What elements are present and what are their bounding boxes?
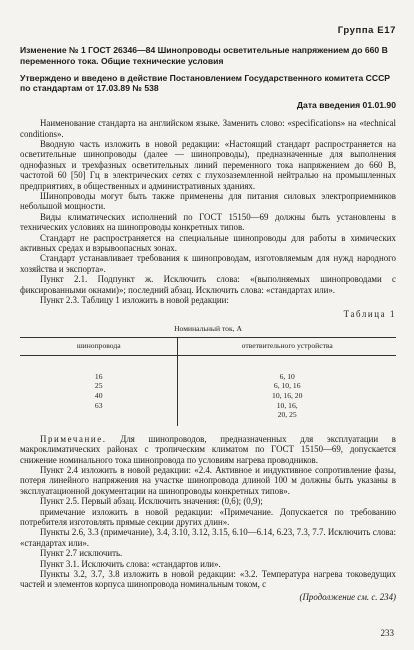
paragraph: Пункт 2.4 изложить в новой редакции: «2.4. Активное и индуктивное сопротивление фазы, потеря линейного напряжения на участке шинопровода длиной 100 м должны быть указаны в эксплуатационной документации на шинопроводы конкретных типов».	[20, 464, 396, 496]
paragraph: Пункт 2.1. Подпункт ж. Исключить слова: «(выполняемых шинопроводами с фиксированными окнами)»; последний абзац. Исключить слова: «стандартах или».	[20, 274, 396, 295]
paragraph: Наименование стандарта на английском языке. Заменить слово: «specifications» на «technical conditions».	[20, 118, 396, 139]
paragraph: Стандарт не распространяется на специальные шинопроводы для работы в химических активных средах и взрывоопасных зонах.	[20, 232, 396, 254]
table-cell: 20, 25	[277, 410, 297, 420]
paragraph: примечание изложить в новой редакции: «Примечание. Допускается по требованию потребителя изготовлять прямые секции других длин».	[20, 506, 396, 527]
current-table	[20, 321, 396, 426]
paragraph: Пункт 2.5. Первый абзац. Исключить значения: (0,6); (0,9);	[40, 496, 263, 507]
table-cell: 40	[20, 391, 178, 401]
page-number: 233	[380, 628, 394, 638]
effective-date: Дата введения 01.01.90	[296, 99, 396, 110]
paragraph: Вводную часть изложить в новой редакции: «Настоящий стандарт распространяется на осветительные шинопроводы (далее — шинопроводы), предназначенные для выполнения однофазных и трехфазных осветительных линий переменного тока напряжением до 660 В, частотой 60 [50] Гц в электрических сетях с глухозаземленной нейтралью на промышленных предприятиях, в общественных и административных зданиях.	[20, 139, 396, 191]
paragraph: Виды климатических исполнений по ГОСТ 15150—69 должны быть установлены в технических условиях на шинопроводы конкретных типов.	[20, 211, 396, 233]
group-code: Группа Е17	[337, 25, 396, 36]
table-row	[20, 401, 396, 411]
table-group-header: Номинальный ток, А	[20, 321, 396, 338]
paragraph: Стандарт устанавливает требования к шинопроводам, изготовляемым для нужд народного хозяйства и экспорта».	[20, 253, 396, 274]
table-row	[20, 381, 396, 391]
document-title: Изменение № 1 ГОСТ 26346—84 Шинопроводы осветительные напряжением до 660 В переменного тока. Общие технические условия	[20, 45, 388, 66]
note-text: Для шинопроводов, предназначенных для эксплуатации в макроклиматических районах с тропическим климатом по ГОСТ 15150—69, допускается снижение номинального тока шинопровода по условиям нагрева проводников.	[20, 433, 396, 465]
table-caption: Таблица 1	[343, 308, 396, 319]
paragraph: Пункты 2.6, 3.3 (примечание), 3.4, 3.10, 3.12, 3.15, 6.10—6.14, 6.23, 7.3, 7.7. Исключить слова: «стандартах или».	[20, 527, 396, 548]
table-row	[20, 410, 396, 426]
table-cell: 10, 16,	[276, 400, 298, 410]
table-row	[20, 391, 396, 401]
note-label: Примечание.	[40, 433, 107, 444]
table-row	[20, 355, 396, 381]
document-page	[20, 26, 396, 602]
note-paragraph	[20, 434, 396, 465]
table-cell: 16	[20, 355, 178, 381]
paragraph: Шинопроводы могут быть также применены для питания силовых электроприемников небольшой мощности.	[20, 191, 396, 212]
column-header-busway: шинопровода	[20, 338, 178, 355]
paragraph: Пункты 3.2, 3.7, 3.8 изложить в новой редакции: «3.2. Температура нагрева токоведущих частей и элементов корпуса шинопровода номинальным током, с	[20, 568, 396, 590]
paragraph: Пункт 3.1. Исключить слова: «стандартов или».	[40, 558, 221, 569]
approval-statement: Утверждено и введено в действие Постановлением Государственного комитета СССР по стандартам от 17.03.89 № 538	[20, 72, 391, 94]
table-cell: 25	[20, 381, 178, 391]
paragraph: Пункт 2.7 исключить.	[40, 548, 123, 559]
column-header-tap-off: ответвительного устройства	[178, 338, 396, 355]
table-cell: 6, 10, 16	[273, 381, 301, 391]
continuation-note: (Продолжение см. с. 234)	[299, 591, 396, 602]
paragraph: Пункт 2.3. Таблицу 1 изложить в новой редакции:	[40, 295, 229, 306]
table-cell	[20, 410, 178, 426]
table-cell: 6, 10	[279, 371, 295, 381]
table-cell: 63	[20, 401, 178, 411]
table-cell: 10, 16, 20	[272, 390, 303, 400]
